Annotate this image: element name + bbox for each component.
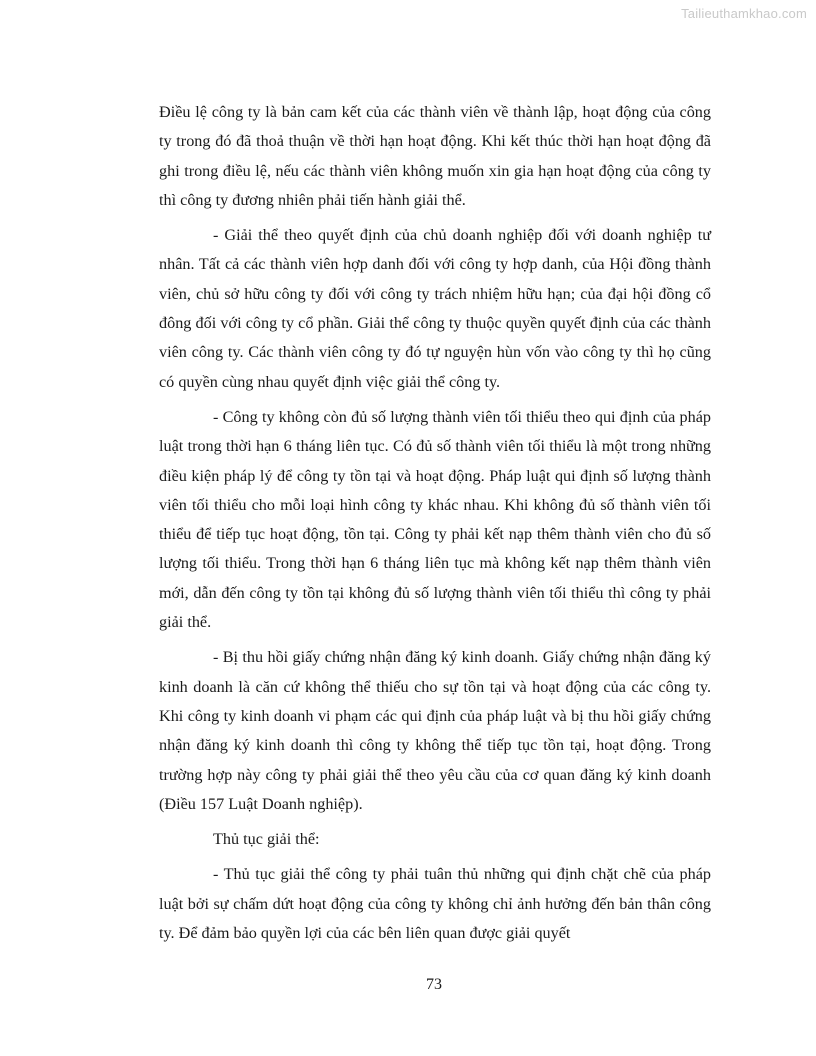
paragraph-3: - Công ty không còn đủ số lượng thành viên tối thiểu theo qui định của pháp luật trong thời hạn 6 tháng liên tục. Có đủ số thành viên tối thiểu là một trong những điều kiện pháp lý để công ty tồn tại và hoạt động. Pháp luật qui định số lượng thành viên tối thiểu cho mỗi loại hình công ty khác nhau. Khi không đủ số thành viên tối thiểu để tiếp tục hoạt động, tồn tại. Công ty phải kết nạp thêm thành viên cho đủ số lượng tối thiểu. Trong thời hạn 6 tháng liên tục mà không kết nạp thêm thành viên mới, dẫn đến công ty tồn tại không đủ số lượng thành viên tối thiểu thì công ty phải giải thể.: [159, 407, 711, 632]
paragraph-1: Điều lệ công ty là bản cam kết của các thành viên về thành lập, hoạt động của công ty trong đó đã thoả thuận về thời hạn hoạt động. Khi kết thúc thời hạn hoạt động đã ghi trong điều lệ, nếu các thành viên không muốn xin gia hạn hoạt động của công ty thì công ty đương nhiên phải tiến hành giải thể.: [159, 103, 711, 209]
document-body: [159, 98, 711, 954]
page-number: 73: [426, 976, 442, 993]
paragraph-2: - Giải thể theo quyết định của chủ doanh nghiệp đối với doanh nghiệp tư nhân. Tất cả các thành viên hợp danh đối với công ty hợp danh, của Hội đồng thành viên, chủ sở hữu công ty đối với công ty trách nhiệm hữu hạn; của đại hội đồng cổ đông đối với công ty cổ phần. Giải thể công ty thuộc quyền quyết định của các thành viên công ty. Các thành viên công ty đó tự nguyện hùn vốn vào công ty thì họ cũng có quyền cùng nhau quyết định việc giải thể công ty.: [159, 226, 711, 391]
paragraph-5: - Thủ tục giải thể công ty phải tuân thủ những qui định chặt chẽ của pháp luật bởi sự chấm dứt hoạt động của công ty không chỉ ảnh hưởng đến bản thân công ty. Để đảm bảo quyền lợi của các bên liên quan được giải quyết: [159, 865, 711, 943]
section-heading: Thủ tục giải thể:: [213, 830, 320, 849]
watermark-text: Tailieuthamkhao.com: [681, 6, 807, 21]
paragraph-4: - Bị thu hồi giấy chứng nhận đăng ký kinh doanh. Giấy chứng nhận đăng ký kinh doanh là căn cứ không thể thiếu cho sự tồn tại và hoạt động của các công ty. Khi công ty kinh doanh vi phạm các qui định của pháp luật và bị thu hồi giấy chứng nhận đăng ký kinh doanh thì công ty không thể tiếp tục tồn tại, hoạt động. Trong trường hợp này công ty phải giải thể theo yêu cầu của cơ quan đăng ký kinh doanh (Điều 157 Luật Doanh nghiệp).: [159, 648, 711, 813]
